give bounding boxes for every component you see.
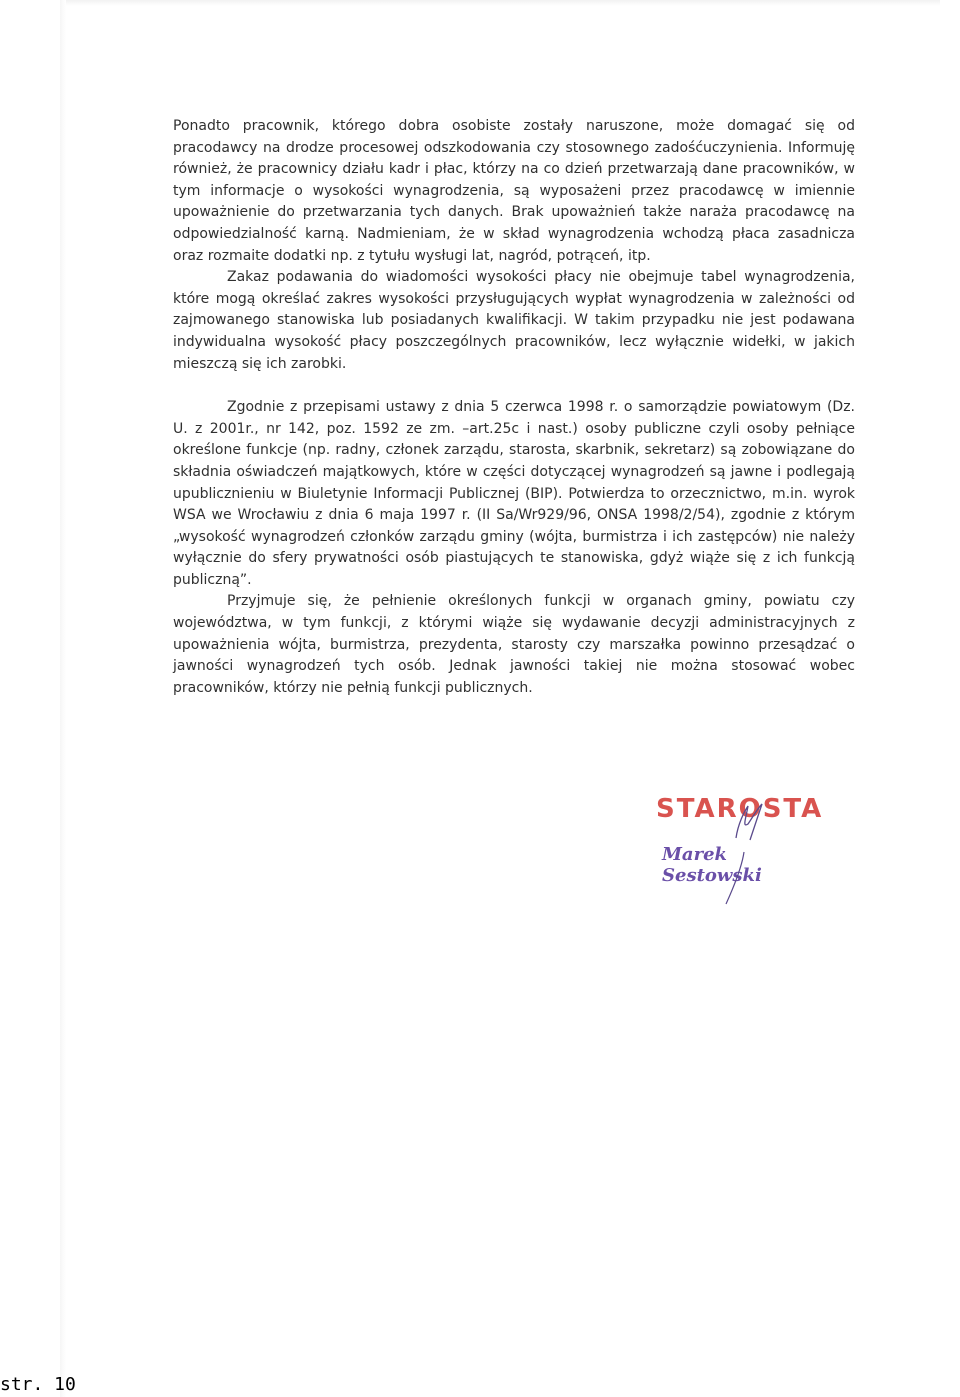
handwritten-signature-icon (678, 794, 798, 914)
paragraph-1: Ponadto pracownik, którego dobra osobiste zostały naruszone, może domagać się od pracodawcy na drodze procesowej odszkodowania czy stosownego zadośćuczynienia. Informuję również, że pracownicy działu kadr i płac, którzy na co dzień przetwarzają dane pracowników, w tym informacje o wysokości wynagrodzenia, są wyposażeni przez pracodawcę w imiennie upoważnienie do przetwarzania tych danych. Brak upoważnień także naraża pracodawcę na odpowiedzialność karną. Nadmieniam, że w skład wynagrodzenia wchodzą płaca zasadnicza oraz rozmaite dodatki np. z tytułu wysługi lat, nagród, potrąceń, itp. (173, 118, 855, 264)
document-body (173, 116, 855, 699)
stamp-name: Marek Sestowski (662, 844, 762, 886)
page-number: str. 10 (0, 1374, 76, 1395)
paragraph-2: Zakaz podawania do wiadomości wysokości płacy nie obejmuje tabel wynagrodzenia, które mogą określać zakres wysokości przysługujących wypłat wynagrodzenia w zależności od zajmowanego stanowiska lub posiadanych kwalifikacji. W takim przypadku nie jest podawana indywidualna wysokość płacy poszczególnych pracowników, lecz wyłącznie widełki, w jakich mieszczą się ich zarobki. (173, 269, 855, 372)
scan-edge (60, 0, 66, 1397)
official-stamp (648, 794, 828, 914)
scan-edge (60, 0, 940, 6)
paragraph-4: Przyjmuje się, że pełnienie określonych funkcji w organach gminy, powiatu czy województwa, w tym funkcji, z którymi wiąże się wydawanie decyzji administracyjnych z upoważnienia wójta, burmistrza, prezydenta, starosty czy marszałka powinno przesądzać o jawności wynagrodzeń tych osób. Jednak jawności takiej nie można stosować wobec pracowników, którzy nie pełnią funkcji publicznych. (173, 593, 855, 696)
paragraph-3: Zgodnie z przepisami ustawy z dnia 5 czerwca 1998 r. o samorządzie powiatowym (Dz. U. z 2001r., nr 142, poz. 1592 ze zm. –art.25c i nast.) osoby publiczne czyli osoby pełniące określone funkcje (np. radny, członek zarządu, starosta, skarbnik, sekretarz) są zobowiązane do składnia oświadczeń majątkowych, które w części dotyczącej wynagrodzeń są jawne i podlegają upublicznieniu w Biuletynie Informacji Publicznej (BIP). Potwierdza to orzecznictwo, m.in. wyrok WSA we Wrocławiu z dnia 6 maja 1997 r. (II Sa/Wr929/96, ONSA 1998/2/54), zgodnie z którym „wysokość wynagrodzeń członków zarządu gminy (wójta, burmistrza i ich zastępców) nie należy wyłącznie do sfery prywatności osób piastujących te stanowiska, gdyż wiąże się z ich funkcją publiczną”. (173, 399, 855, 588)
stamp-title: STAROSTA (656, 794, 824, 824)
